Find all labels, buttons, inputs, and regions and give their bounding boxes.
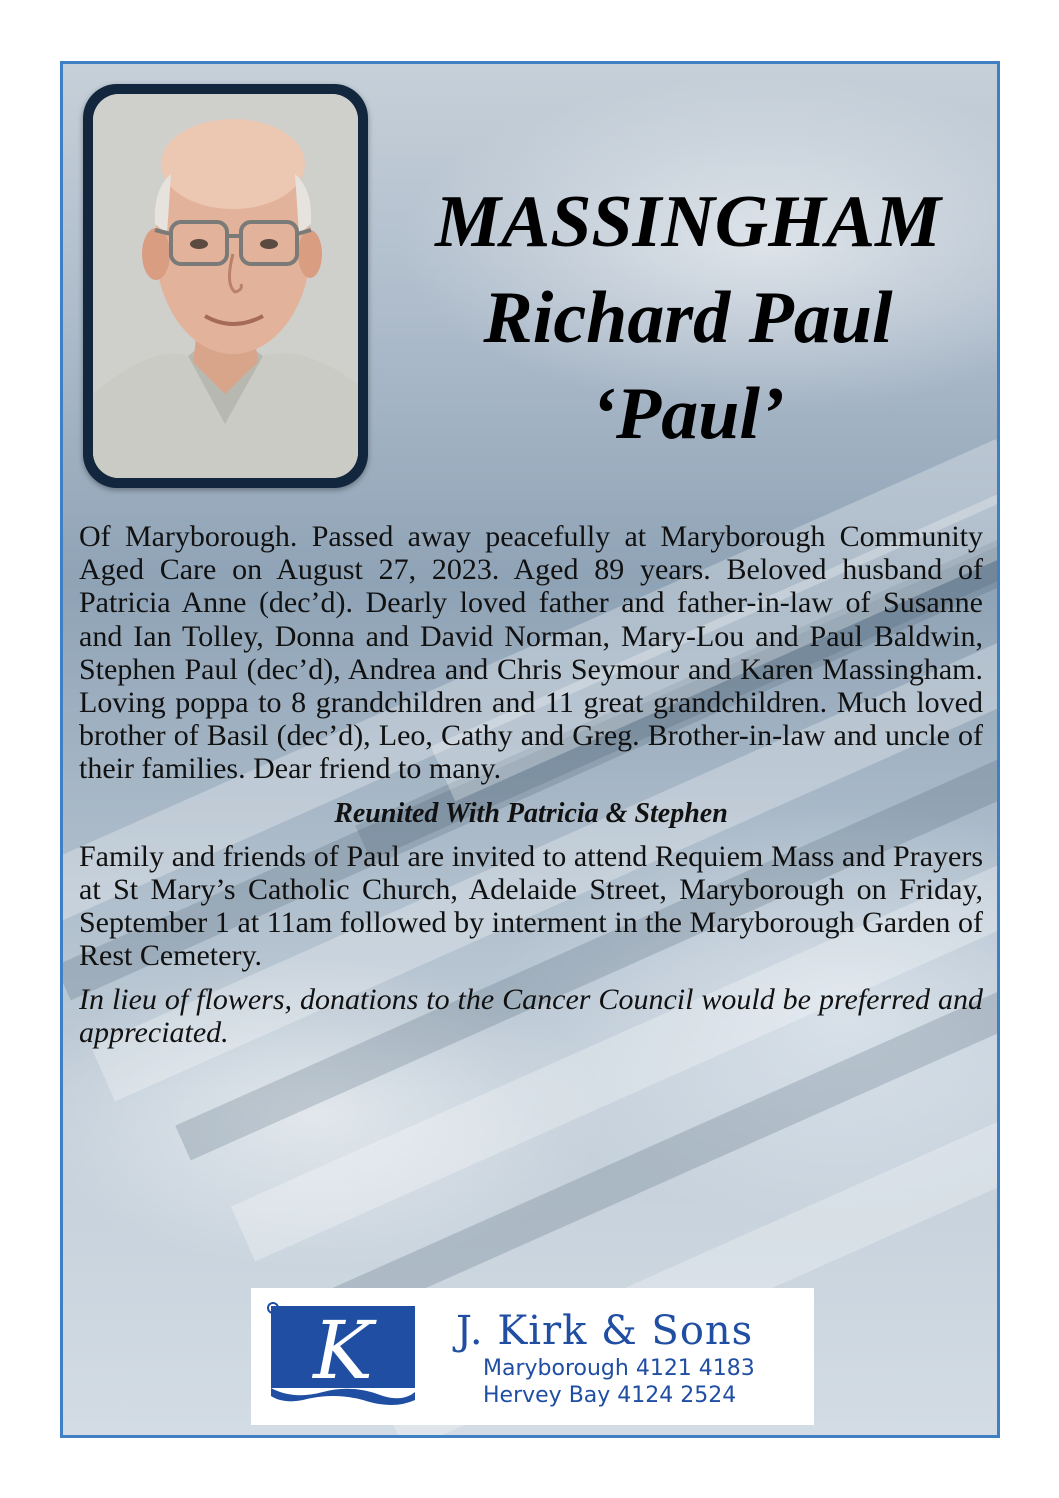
reunited-subheading: Reunited With Patricia & Stephen	[334, 797, 728, 829]
kirk-scroll-logo-icon	[263, 1300, 423, 1405]
given-names: Richard Paul	[483, 277, 893, 359]
funeral-details: Family and friends of Paul are invited to attend Requiem Mass and Prayers at St Mary’s Catholic Church, Adelaide Street, Maryborough on Friday, September 1 at 11am followed by interment in the Maryborough Garden of Rest Cemetery.	[79, 839, 983, 973]
hervey-bay-phone: Hervey Bay 4124 2524	[483, 1383, 737, 1408]
obituary-card	[60, 61, 1000, 1438]
notice-paragraph: Of Maryborough. Passed away peacefully at Maryborough Community Aged Care on August 27, 2023. Aged 89 years. Beloved husband of Patricia Anne (dec’d). Dearly loved father and father-in-law of Susanne and Ian Tolley, Donna and David Norman, Mary-Lou and Paul Baldwin, Stephen Paul (dec’d), Andrea and Chris Seymour and Karen Massingham. Loving poppa to 8 grandchildren and 11 great grandchildren. Much loved brother of Basil (dec’d), Leo, Cathy and Greg. Brother-in-law and uncle of their families. Dear friend to many.	[79, 520, 983, 786]
portrait-photo	[93, 94, 358, 478]
surname: MASSINGHAM	[435, 181, 941, 263]
funeral-director-logo	[251, 1288, 814, 1425]
donations-note: In lieu of flowers, donations to the Cancer Council would be preferred and appreciated.	[79, 982, 983, 1049]
funeral-director-name: J. Kirk & Sons	[456, 1308, 754, 1354]
portrait-illustration	[93, 94, 358, 478]
svg-text:K: K	[313, 1304, 373, 1397]
deceased-name	[378, 174, 998, 462]
portrait-frame	[83, 84, 368, 488]
notice-body	[79, 520, 983, 1049]
maryborough-phone: Maryborough 4121 4183	[483, 1356, 755, 1381]
known-as: ‘Paul’	[591, 373, 785, 455]
